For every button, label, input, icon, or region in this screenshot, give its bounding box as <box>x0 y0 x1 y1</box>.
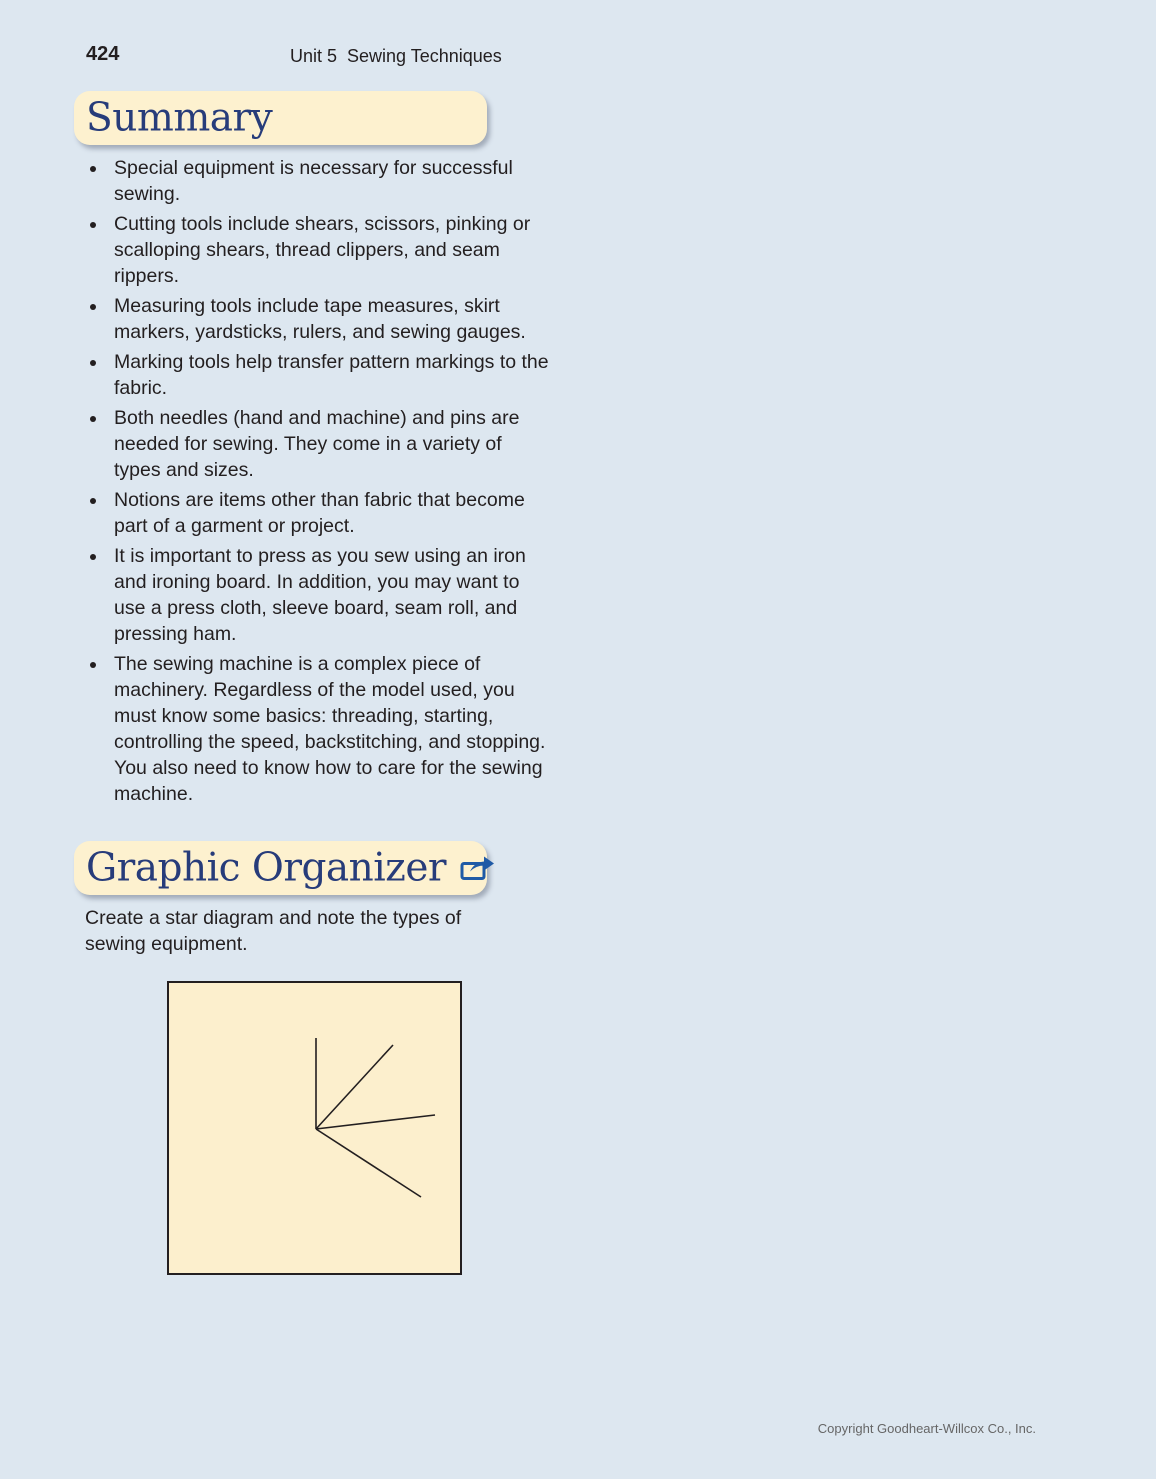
list-item: The sewing machine is a complex piece of machinery. Regardless of the model used, you must know some basics: threading, starting, controlling the speed, backstitching, and stopping. You also need to know how to care for the sewing machine. <box>86 651 551 807</box>
summary-title: Summary <box>86 95 273 141</box>
spoke-line <box>316 1129 421 1197</box>
spoke-line <box>316 1115 435 1129</box>
graphic-organizer-title: Graphic Organizer <box>86 846 496 891</box>
share-icon[interactable] <box>460 845 496 890</box>
graphic-organizer-banner <box>74 841 487 895</box>
list-item: Both needles (hand and machine) and pins are needed for sewing. They come in a variety of types and sizes. <box>86 405 551 483</box>
list-item: Notions are items other than fabric that become part of a garment or project. <box>86 487 551 539</box>
list-item: Special equipment is necessary for successful sewing. <box>86 155 551 207</box>
summary-list <box>86 155 551 811</box>
list-item: Measuring tools include tape measures, skirt markers, yardsticks, rulers, and sewing gauges. <box>86 293 551 345</box>
star-diagram-svg <box>169 983 460 1273</box>
summary-banner <box>74 91 487 145</box>
unit-label: Unit 5 <box>290 46 338 66</box>
list-item: Cutting tools include shears, scissors, pinking or scalloping shears, thread clippers, and seam rippers. <box>86 211 551 289</box>
star-diagram <box>167 981 462 1275</box>
graphic-organizer-instructions: Create a star diagram and note the types of sewing equipment. <box>85 907 462 955</box>
page-number: 424 <box>86 43 120 65</box>
running-head <box>290 46 502 67</box>
list-item: Marking tools help transfer pattern markings to the fabric. <box>86 349 551 401</box>
spoke-line <box>316 1045 393 1129</box>
list-item: It is important to press as you sew using an iron and ironing board. In addition, you may want to use a press cloth, sleeve board, seam roll, and pressing ham. <box>86 543 551 647</box>
copyright: Copyright Goodheart-Willcox Co., Inc. <box>817 1421 1036 1436</box>
chapter-label: Sewing Techniques <box>347 46 502 66</box>
